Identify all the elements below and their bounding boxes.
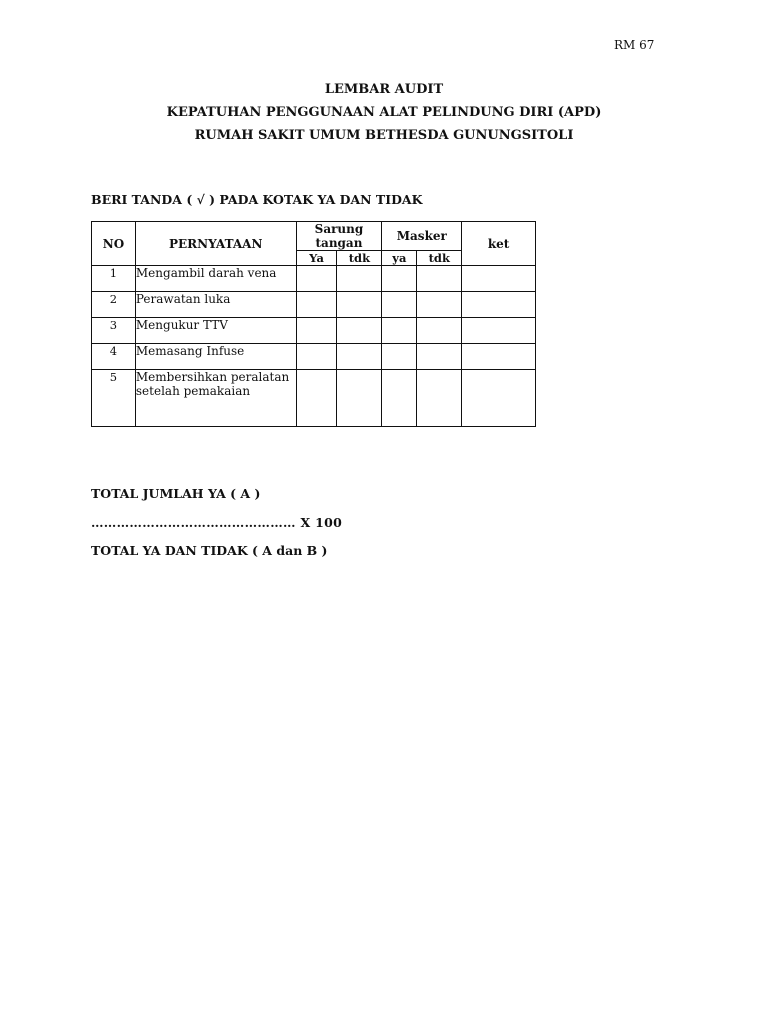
row-number: 1	[92, 266, 136, 292]
header-ket: ket	[462, 222, 536, 266]
checkbox-sarung-ya[interactable]	[296, 370, 337, 427]
row-statement: Memasang Infuse	[135, 344, 296, 370]
checkbox-sarung-tdk[interactable]	[337, 292, 382, 318]
checkbox-masker-ya[interactable]	[382, 292, 417, 318]
header-sarung-tdk: tdk	[337, 251, 382, 266]
row-statement: Membersihkan peralatan setelah pemakaian	[135, 370, 296, 427]
title-line-2: KEPATUHAN PENGGUNAAN ALAT PELINDUNG DIRI (APD)	[166, 105, 602, 120]
table-row	[92, 292, 536, 318]
total-ya-label: TOTAL JUMLAH YA ( A )	[91, 486, 261, 501]
row-number: 3	[92, 318, 136, 344]
document-title	[0, 78, 768, 147]
header-statement: PERNYATAAN	[135, 222, 296, 266]
row-number: 2	[92, 292, 136, 318]
checkbox-masker-tdk[interactable]	[417, 370, 462, 427]
row-statement: Mengambil darah vena	[135, 266, 296, 292]
document-code: RM 67	[614, 38, 655, 52]
checkbox-masker-ya[interactable]	[382, 370, 417, 427]
instruction-text: BERI TANDA ( √ ) PADA KOTAK YA DAN TIDAK	[91, 192, 423, 207]
row-number: 4	[92, 344, 136, 370]
header-sarung-tangan: Sarung tangan	[296, 222, 382, 251]
audit-table	[91, 221, 536, 427]
checkbox-masker-tdk[interactable]	[417, 266, 462, 292]
table-row	[92, 344, 536, 370]
checkbox-sarung-tdk[interactable]	[337, 318, 382, 344]
checkbox-masker-tdk[interactable]	[417, 344, 462, 370]
checkbox-sarung-tdk[interactable]	[337, 370, 382, 427]
ket-cell[interactable]	[462, 318, 536, 344]
checkbox-masker-ya[interactable]	[382, 318, 417, 344]
header-no: NO	[92, 222, 136, 266]
checkbox-sarung-tdk[interactable]	[337, 344, 382, 370]
row-statement: Mengukur TTV	[135, 318, 296, 344]
checkbox-sarung-ya[interactable]	[296, 318, 337, 344]
row-number: 5	[92, 370, 136, 427]
checkbox-masker-tdk[interactable]	[417, 292, 462, 318]
table-row	[92, 266, 536, 292]
table-row	[92, 370, 536, 427]
formula-line: ………………………………………… X 100	[91, 515, 343, 530]
header-masker-ya: ya	[382, 251, 417, 266]
row-statement: Perawatan luka	[135, 292, 296, 318]
header-sarung-ya: Ya	[296, 251, 337, 266]
title-line-1: LEMBAR AUDIT	[324, 82, 444, 97]
header-masker: Masker	[382, 222, 462, 251]
checkbox-sarung-tdk[interactable]	[337, 266, 382, 292]
ket-cell[interactable]	[462, 292, 536, 318]
checkbox-masker-tdk[interactable]	[417, 318, 462, 344]
checkbox-sarung-ya[interactable]	[296, 292, 337, 318]
ket-cell[interactable]	[462, 344, 536, 370]
checkbox-masker-ya[interactable]	[382, 266, 417, 292]
table-row	[92, 318, 536, 344]
title-line-3: RUMAH SAKIT UMUM BETHESDA GUNUNGSITOLI	[194, 128, 574, 143]
ket-cell[interactable]	[462, 266, 536, 292]
checkbox-masker-ya[interactable]	[382, 344, 417, 370]
checkbox-sarung-ya[interactable]	[296, 266, 337, 292]
header-masker-tdk: tdk	[417, 251, 462, 266]
total-ya-tidak-label: TOTAL YA DAN TIDAK ( A dan B )	[91, 543, 328, 558]
ket-cell[interactable]	[462, 370, 536, 427]
checkbox-sarung-ya[interactable]	[296, 344, 337, 370]
